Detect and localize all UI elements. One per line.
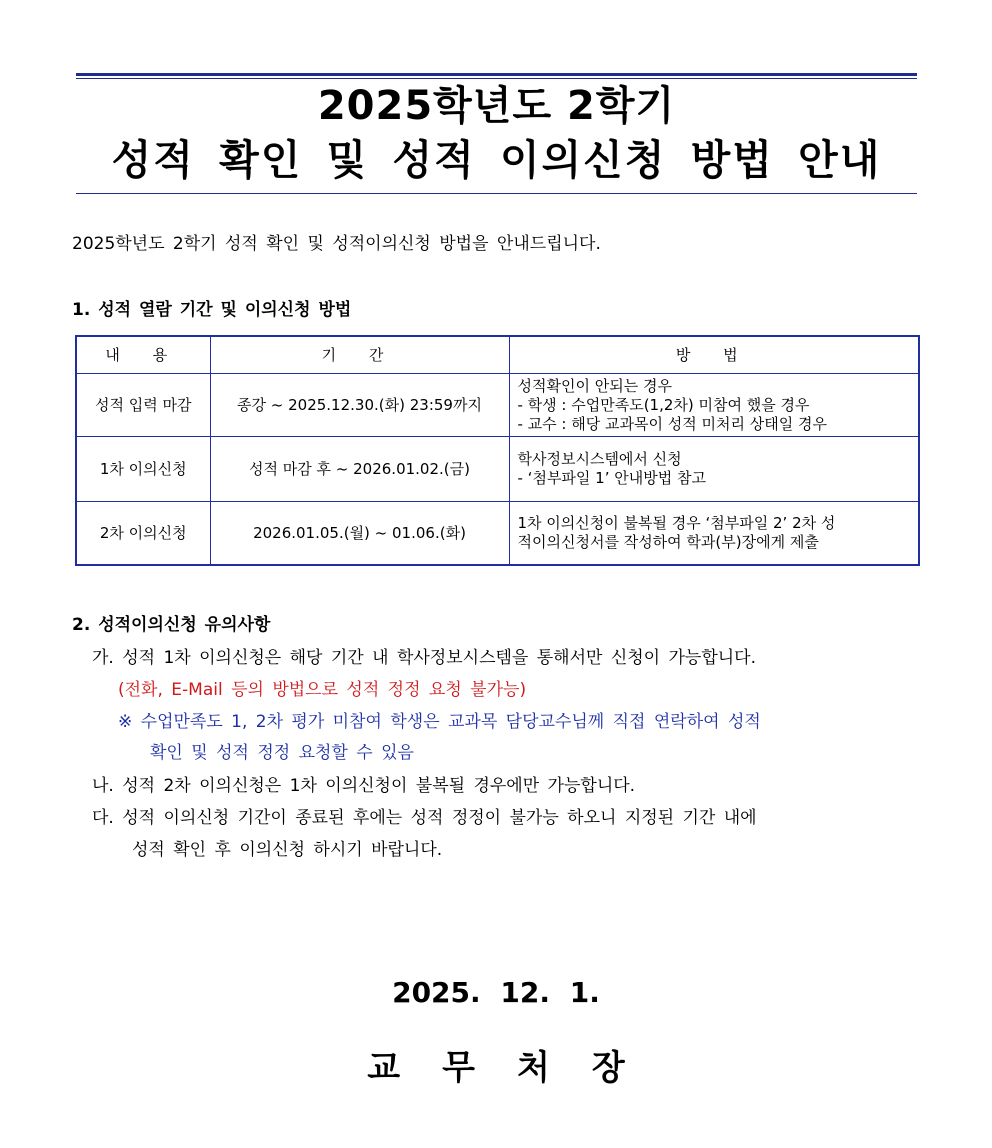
column-header-period: 기 간: [210, 336, 509, 374]
row-item: 1차 이의신청: [76, 437, 210, 502]
method-line: 학사정보시스템에서 신청: [517, 450, 682, 468]
row-item: 2차 이의신청: [76, 502, 210, 566]
section1-heading: 1. 성적 열람 기간 및 이의신청 방법: [72, 300, 352, 320]
note-da-line2: 성적 확인 후 이의신청 하시기 바랍니다.: [132, 840, 443, 860]
row-period: 2026.01.05.(월) ~ 01.06.(화): [210, 502, 509, 566]
note-ga-red-warning: (전화, E-Mail 등의 방법으로 성적 정정 요청 불가능): [118, 680, 527, 700]
row-method: [509, 437, 919, 502]
row-method: [509, 502, 919, 566]
title-top-thin-rule: [76, 78, 917, 79]
method-line: - 교수 : 해당 교과목이 성적 미처리 상태일 경우: [517, 414, 827, 433]
row-period: 종강 ~ 2025.12.30.(화) 23:59까지: [210, 374, 509, 437]
section2-heading: 2. 성적이의신청 유의사항: [72, 615, 271, 635]
column-header-method: 방 법: [509, 336, 919, 374]
table-row: [76, 437, 919, 502]
schedule-table: [75, 335, 920, 566]
table-header-row: [76, 336, 919, 374]
note-na: 나. 성적 2차 이의신청은 1차 이의신청이 불복될 경우에만 가능합니다.: [92, 776, 636, 796]
note-ga-blue-reference-line2: 확인 및 성적 정정 요청할 수 있음: [150, 743, 414, 763]
method-line: - ‘첨부파일 1’ 안내방법 참고: [517, 469, 706, 487]
method-line: 성적확인이 안되는 경우: [517, 376, 672, 395]
title-top-rule: [76, 73, 917, 76]
method-line: 1차 이의신청이 불복될 경우 ‘첨부파일 2’ 2차 성: [517, 514, 836, 532]
note-ga: 가. 성적 1차 이의신청은 해당 기간 내 학사정보시스템을 통해서만 신청이 가능합니다.: [92, 648, 757, 668]
document-title-line2: 성적 확인 및 성적 이의신청 방법 안내: [111, 136, 882, 184]
row-period: 성적 마감 후 ~ 2026.01.02.(금): [210, 437, 509, 502]
table-row: [76, 374, 919, 437]
table-row: [76, 502, 919, 566]
document-title-line1: 2025학년도 2학기: [317, 83, 676, 129]
issue-date: 2025. 12. 1.: [392, 976, 600, 1009]
title-bottom-rule: [76, 193, 917, 194]
signer-title: 교무처장: [367, 1048, 667, 1088]
intro-text: 2025학년도 2학기 성적 확인 및 성적이의신청 방법을 안내드립니다.: [72, 234, 601, 254]
note-da-line1: 다. 성적 이의신청 기간이 종료된 후에는 성적 정정이 불가능 하오니 지정된 기간 내에: [92, 808, 757, 828]
method-line: - 학생 : 수업만족도(1,2차) 미참여 했을 경우: [517, 395, 810, 414]
note-ga-blue-reference-line1: ※ 수업만족도 1, 2차 평가 미참여 학생은 교과목 담당교수님께 직접 연락하여 성적: [118, 712, 761, 732]
method-line: 적이의신청서를 작성하여 학과(부)장에게 제출: [517, 533, 819, 551]
row-method: [509, 374, 919, 437]
row-item: 성적 입력 마감: [76, 374, 210, 437]
column-header-item: 내 용: [76, 336, 210, 374]
